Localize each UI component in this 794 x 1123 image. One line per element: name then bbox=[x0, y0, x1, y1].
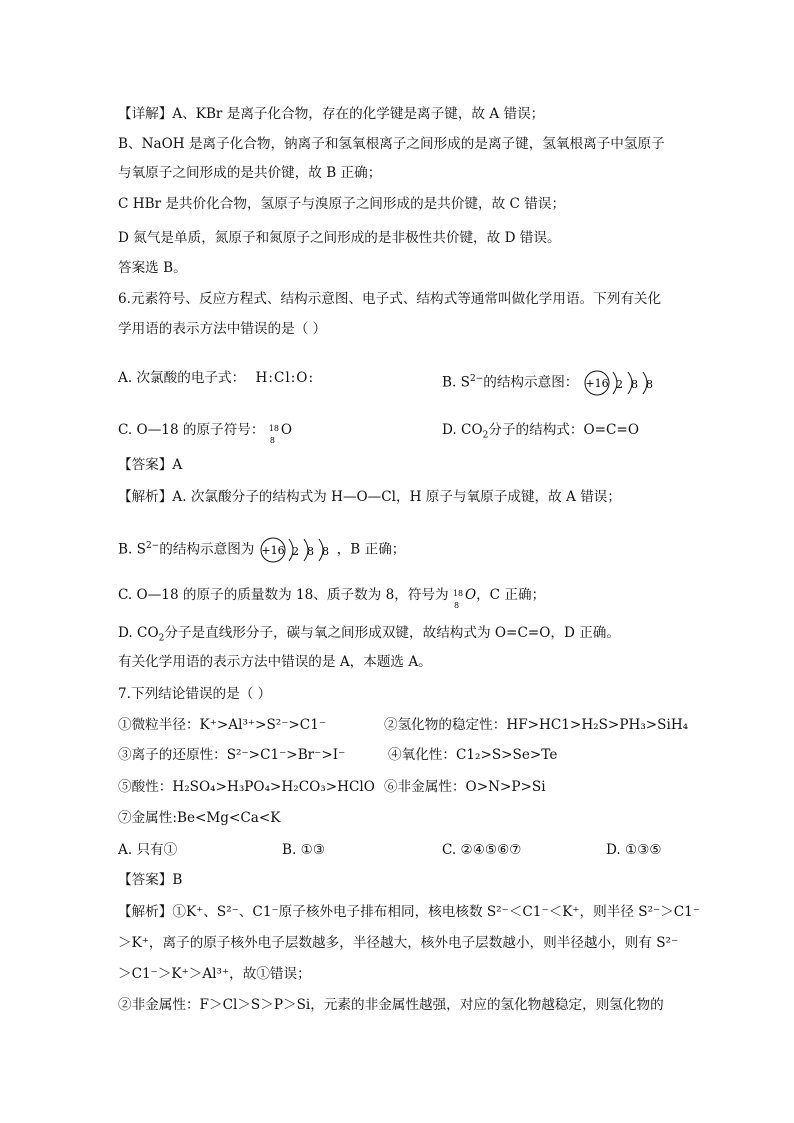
q6-option-c-label: C. O—18 的原子符号： bbox=[118, 422, 265, 438]
q6-option-b-prefix: B. S bbox=[442, 374, 470, 391]
q7-conclusion-3: ③离子的还原性：S²⁻>C1⁻>Br⁻>I⁻ bbox=[118, 747, 346, 763]
q6-option-b-charge: 2− bbox=[469, 373, 484, 384]
q7-analysis-line-3: ＞C1⁻＞K⁺＞Al³⁺，故①错误； bbox=[118, 966, 311, 982]
q7-conclusion-4: ④氧化性：C1₂>S>Se>Te bbox=[388, 747, 558, 763]
q7-analysis-line-2: ＞K⁺，离子的原子核外电子层数越多，半径越大，核外电子层数越小，则半径越小，则有 S²⁻ bbox=[118, 935, 679, 951]
q6-analysis-c-text: C. O—18 的原子的质量数为 18、质子数为 8，符号为 bbox=[118, 587, 449, 603]
q6-analysis-b bbox=[118, 535, 405, 565]
nucleus-charge-2: +16 bbox=[261, 544, 285, 557]
q7-analysis-line-1: 【解析】①K⁺、S²⁻、C1⁻原子核外电子排布相同，核电核数 S²⁻＜C1⁻＜K⁺，则半径 S²⁻＞C1⁻ bbox=[118, 904, 701, 920]
isotope-notation bbox=[268, 421, 281, 445]
q6-option-b-label: 的结构示意图： bbox=[483, 374, 579, 391]
shell-3-count: 8 bbox=[645, 378, 653, 391]
detail-line-1: 【详解】A、KBr 是离子化合物，存在的化学键是离子键，故 A 错误； bbox=[118, 106, 545, 122]
q6-option-a-label: A. 次氯酸的电子式： bbox=[118, 370, 246, 386]
q6-analysis-c bbox=[118, 585, 546, 610]
sulfide-ion-structure-diagram bbox=[583, 368, 661, 398]
q7-analysis-line-4: ②非金属性：F＞Cl＞S＞P＞Si，元素的非金属性越强，对应的氢化物越稳定，则氢化物的 bbox=[118, 997, 664, 1013]
q6-option-d-label: 分子的结构式：O=C=O bbox=[488, 422, 639, 438]
detail-line-5: D 氮气是单质，氮原子和氮原子之间形成的是非极性共价键，故 D 错误。 bbox=[118, 230, 561, 246]
q6-stem-2: 学用语的表示方法中错误的是（ ） bbox=[118, 321, 327, 337]
q6-option-d-prefix: D. CO bbox=[442, 422, 483, 438]
detail-line-6: 答案选 B。 bbox=[118, 260, 187, 276]
q6-analysis-b-end: ，B 正确； bbox=[336, 541, 406, 558]
q7-option-d: D. ①③⑤ bbox=[606, 842, 662, 858]
q6-option-b bbox=[442, 368, 661, 398]
detail-line-2: B、NaOH 是离子化合物，钠离子和氢氧根离子之间形成的是离子键，氢氧根离子中氢原子 bbox=[118, 136, 665, 152]
q6-analysis-d-sub: 2 bbox=[158, 633, 165, 644]
isotope-symbol-2: O bbox=[464, 587, 477, 603]
sulfide-ion-structure-diagram-2 bbox=[259, 535, 337, 565]
q7-conclusion-2: ②氢化物的稳定性：HF>HC1>H₂S>PH₃>SiH₄ bbox=[384, 717, 689, 733]
detail-line-4: C HBr 是共价化合物，氢原子与溴原子之间形成的是共价键，故 C 错误； bbox=[118, 196, 566, 212]
q6-option-c bbox=[118, 420, 292, 445]
isotope-mass-number-2: 18 bbox=[452, 588, 464, 598]
shell-2-count: 8 bbox=[630, 378, 638, 391]
q7-option-b: B. ①③ bbox=[282, 842, 326, 858]
isotope-notation-2 bbox=[452, 586, 465, 610]
nucleus-charge: +16 bbox=[585, 377, 609, 390]
shell-2-count-2: 8 bbox=[306, 545, 314, 558]
hclo-electron-formula: H:Cl:O: bbox=[255, 370, 315, 386]
q6-analysis-b-prefix: B. S bbox=[118, 541, 146, 558]
isotope-atomic-number-2: 8 bbox=[453, 600, 460, 610]
q6-analysis-c-end: ，C 正确； bbox=[476, 587, 546, 603]
q6-analysis-b-text: 的结构示意图为 bbox=[159, 541, 255, 558]
shell-1-count-2: 2 bbox=[291, 545, 299, 558]
q6-stem-1: 6.元素符号、反应方程式、结构示意图、电子式、结构式等通常叫做化学用语。下列有关化 bbox=[118, 291, 662, 307]
q6-analysis-d-text: 分子是直线形分子，碳与氧之间形成双键，故结构式为 O=C=O，D 正确。 bbox=[164, 625, 620, 641]
q7-conclusion-7: ⑦金属性:Be<Mg<Ca<K bbox=[118, 810, 281, 826]
q7-option-c: C. ②④⑤⑥⑦ bbox=[442, 842, 522, 858]
q6-analysis-b-charge: 2− bbox=[145, 540, 160, 551]
q7-option-a: A. 只有① bbox=[118, 842, 178, 858]
q6-analysis-d bbox=[118, 623, 620, 643]
q6-analysis-a: 【解析】A. 次氯酸分子的结构式为 H—O—Cl，H 原子与氧原子成键，故 A 错误； bbox=[118, 489, 621, 505]
q6-analysis-d-prefix: D. CO bbox=[118, 625, 159, 641]
q6-conclusion: 有关化学用语的表示方法中错误的是 A，本题选 A。 bbox=[118, 654, 432, 670]
detail-line-3: 与氧原子之间形成的是共价键，故 B 正确； bbox=[118, 165, 382, 181]
isotope-mass-number: 18 bbox=[268, 423, 279, 433]
q6-answer: 【答案】A bbox=[118, 457, 183, 473]
isotope-symbol: O bbox=[280, 422, 292, 438]
q7-conclusion-6: ⑥非金属性：O>N>P>Si bbox=[384, 779, 546, 795]
q7-conclusion-1: ①微粒半径：K⁺>Al³⁺>S²⁻>C1⁻ bbox=[118, 717, 327, 733]
isotope-atomic-number: 8 bbox=[269, 435, 275, 445]
q7-conclusion-5: ⑤酸性：H₂SO₄>H₃PO₄>H₂CO₃>HClO bbox=[118, 779, 375, 795]
shell-3-count-2: 8 bbox=[321, 545, 329, 558]
q6-option-d-sub: 2 bbox=[482, 430, 489, 441]
q6-option-d bbox=[442, 420, 639, 440]
q7-answer: 【答案】B bbox=[118, 872, 183, 888]
q7-stem: 7.下列结论错误的是（ ） bbox=[118, 686, 272, 702]
q6-option-a bbox=[118, 368, 314, 388]
shell-1-count: 2 bbox=[615, 378, 623, 391]
